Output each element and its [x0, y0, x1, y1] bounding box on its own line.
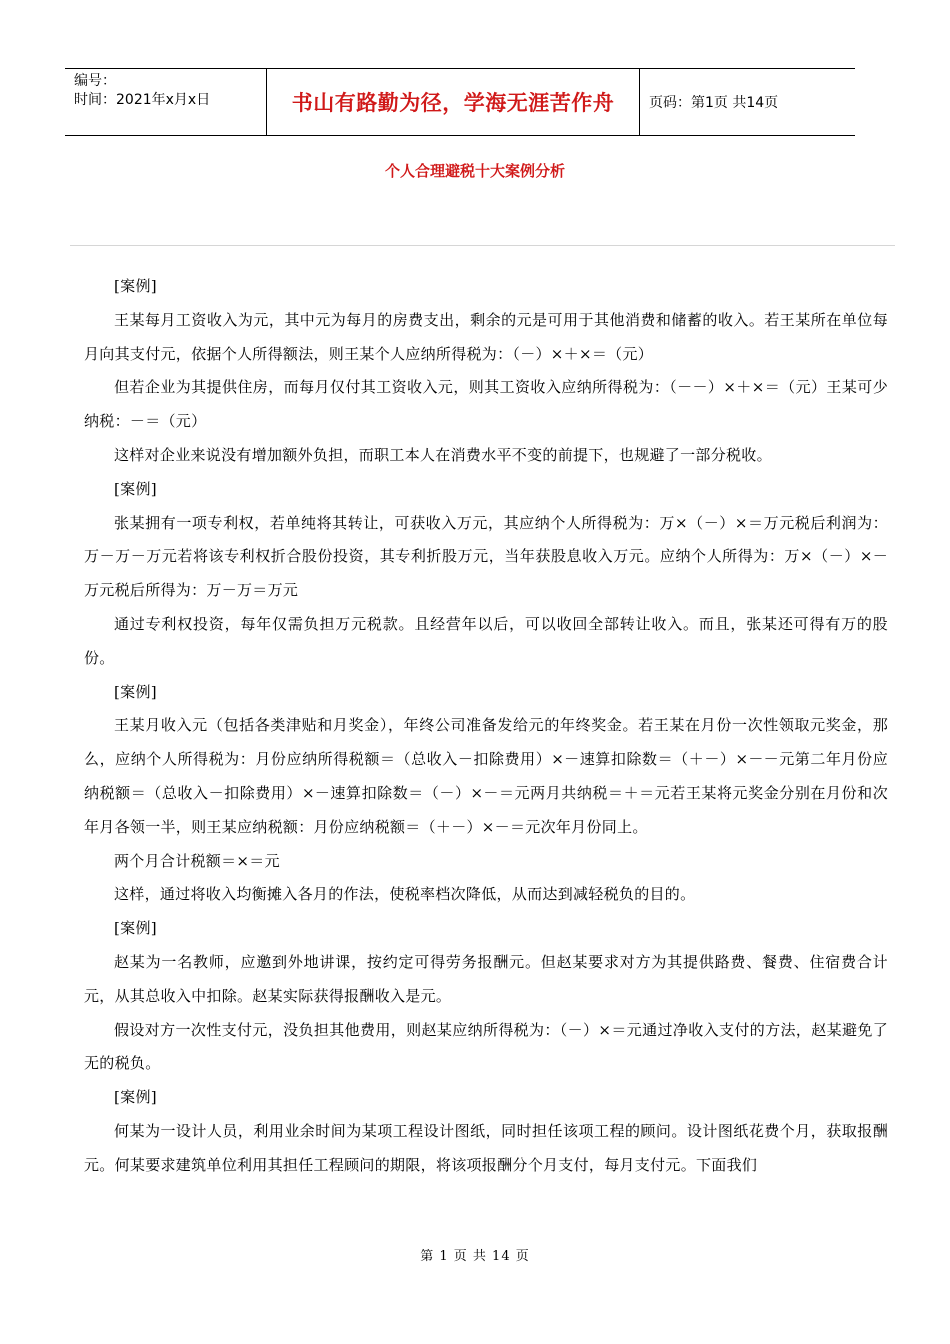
paragraph: 王某月收入元（包括各类津贴和月奖金），年终公司准备发给元的年终奖金。若王某在月份一次性领取元奖金，那么，应纳个人所得税为：月份应纳所得税额＝（总收入－扣除费用）×－速算扣除数＝（＋－）×－－元第二年月份应纳税额＝（总收入－扣除费用）×－速算扣除数＝（－）×－＝元两月共纳税＝＋＝元若王某将元奖金分别在月份和次年月各领一半，则王某应纳税额：月份应纳税额＝（＋－）×－＝元次年月份同上。	[84, 716, 888, 836]
header-table	[65, 68, 855, 136]
document-number-label: 编号：	[74, 73, 116, 89]
document-title: 个人合理避税十大案例分析	[384, 162, 565, 180]
paragraph: [案例]	[114, 1088, 157, 1107]
paragraph: 王某每月工资收入为元，其中元为每月的房费支出，剩余的元是可用于其他消费和储蓄的收入。若王某所在单位每月向其支付元，依据个人所得额法，则王某个人应纳所得税为：（－）×＋×＝（元）	[84, 310, 888, 363]
paragraph: 赵某为一名教师，应邀到外地讲课，按约定可得劳务报酬元。但赵某要求对方为其提供路费、餐费、住宿费合计元，从其总收入中扣除。赵某实际获得报酬收入是元。	[84, 952, 888, 1005]
header-motto: 书山有路勤为径，学海无涯苦作舟	[266, 69, 640, 135]
paragraph: [案例]	[114, 277, 157, 295]
paragraph: [案例]	[114, 682, 157, 701]
paragraph: 这样，通过将收入均衡摊入各月的作法，使税率档次降低，从而达到减轻税负的目的。	[114, 885, 696, 904]
header-page-info: 页码：第1页 共14页	[649, 95, 779, 111]
divider	[70, 245, 895, 246]
paragraph: 两个月合计税额＝×＝元	[114, 851, 280, 870]
paragraph: 这样对企业来说没有增加额外负担，而职工本人在消费水平不变的前提下，也规避了一部分税收。	[114, 445, 772, 464]
paragraph: 假设对方一次性支付元，没负担其他费用，则赵某应纳所得税为：（－）×＝元通过净收入支付的方法，赵某避免了无的税负。	[84, 1020, 888, 1073]
paragraph: 但若企业为其提供住房，而每月仅付其工资收入元，则其工资收入应纳所得税为：（－－）×＋×＝（元）王某可少纳税：－＝（元）	[84, 378, 888, 431]
paragraph: 张某拥有一项专利权，若单纯将其转让，可获收入万元，其应纳个人所得税为：万×（－）×＝万元税后利润为：万－万－万元若将该专利权折合股份投资，其专利折股万元，当年获股息收入万元。应纳个人所得为：万×（－）×－万元税后所得为：万－万＝万元	[84, 513, 888, 600]
document-date: 时间：2021年x月x日	[74, 92, 211, 108]
paragraph: 通过专利权投资，每年仅需负担万元税款。且经营年以后，可以收回全部转让收入。而且，张某还可得有万的股份。	[84, 614, 888, 667]
paragraph: [案例]	[114, 919, 157, 938]
document-body	[84, 270, 888, 1183]
header-meta	[65, 69, 266, 135]
page-footer: 第 1 页 共 14 页	[420, 1249, 530, 1264]
paragraph: [案例]	[114, 479, 157, 498]
paragraph: 何某为一设计人员，利用业余时间为某项工程设计图纸，同时担任该项工程的顾问。设计图纸花费个月，获取报酬元。何某要求建筑单位利用其担任工程顾问的期限，将该项报酬分个月支付，每月支付元。下面我们	[84, 1121, 888, 1174]
